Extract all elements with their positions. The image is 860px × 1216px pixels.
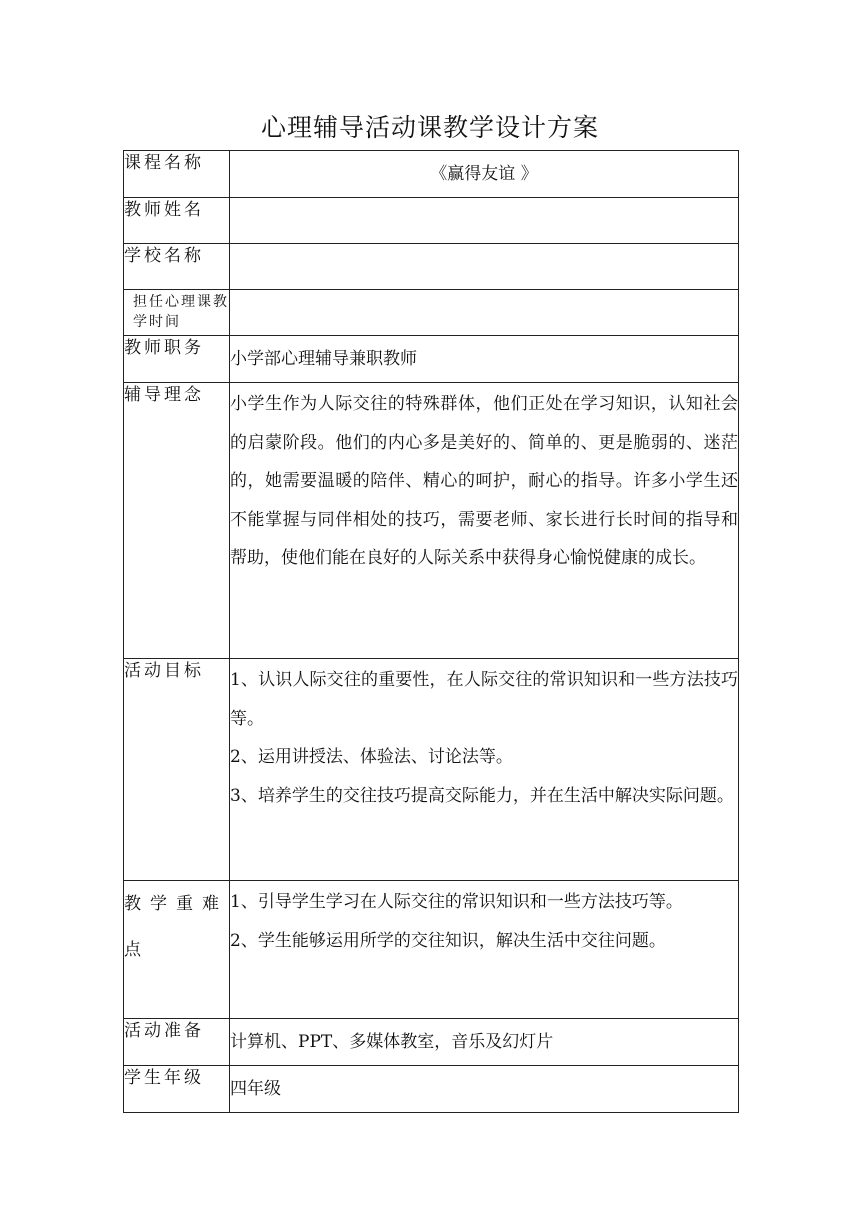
table-row: [124, 383, 739, 659]
grade-label: 学生年级: [124, 1066, 230, 1113]
teacher-name-label: 教师姓名: [124, 198, 230, 244]
table-row: [124, 881, 739, 1019]
key-points-value: [230, 881, 739, 1019]
table-row: [124, 1019, 739, 1066]
preparation-value: 计算机、PPT、多媒体教室，音乐及幻灯片: [230, 1019, 739, 1066]
table-row: [124, 1066, 739, 1113]
teacher-name-value: [230, 198, 739, 244]
goal-item: 1、认识人际交往的重要性，在人际交往的常识知识和一些方法技巧等。: [230, 670, 738, 729]
key-point-item: 2、学生能够运用所学的交往知识，解决生活中交往问题。: [230, 930, 666, 951]
preparation-label: 活动准备: [124, 1019, 230, 1066]
table-row: [124, 659, 739, 881]
lesson-plan-table: [123, 150, 739, 1113]
teacher-role-value: 小学部心理辅导兼职教师: [230, 336, 739, 383]
philosophy-label: 辅导理念: [124, 383, 230, 659]
table-row: [124, 244, 739, 290]
goal-item: 3、培养学生的交往技巧提高交际能力，并在生活中解决实际问题。: [230, 785, 734, 806]
goals-label: 活动目标: [124, 659, 230, 881]
table-row: [124, 336, 739, 383]
teaching-time-label: 担任心理课教学时间: [124, 290, 230, 336]
table-row: [124, 198, 739, 244]
table-row: [124, 151, 739, 198]
table-row: [124, 290, 739, 336]
teaching-time-value: [230, 290, 739, 336]
grade-value: 四年级: [230, 1066, 739, 1113]
course-name-value: 《赢得友谊 》: [230, 151, 739, 198]
goal-item: 2、运用讲授法、体验法、讨论法等。: [230, 747, 513, 767]
school-name-value: [230, 244, 739, 290]
page-title: 心理辅导活动课教学设计方案: [260, 113, 599, 142]
key-points-label: 教学重难点: [124, 881, 230, 1019]
key-point-item: 1、引导学生学习在人际交往的常识知识和一些方法技巧等。: [230, 892, 683, 912]
goals-value: [230, 659, 739, 881]
school-name-label: 学校名称: [124, 244, 230, 290]
philosophy-value: 小学生作为人际交往的特殊群体，他们正处在学习知识，认知社会的启蒙阶段。他们的内心多是美好的、简单的、更是脆弱的、迷茫的，她需要温暖的陪伴、精心的呵护，耐心的指导。许多小学生还不能掌握与同伴相处的技巧，需要老师、家长进行长时间的指导和帮助，使他们能在良好的人际关系中获得身心愉悦健康的成长。: [230, 383, 739, 659]
teacher-role-label: 教师职务: [124, 336, 230, 383]
course-name-label: 课程名称: [124, 151, 230, 198]
